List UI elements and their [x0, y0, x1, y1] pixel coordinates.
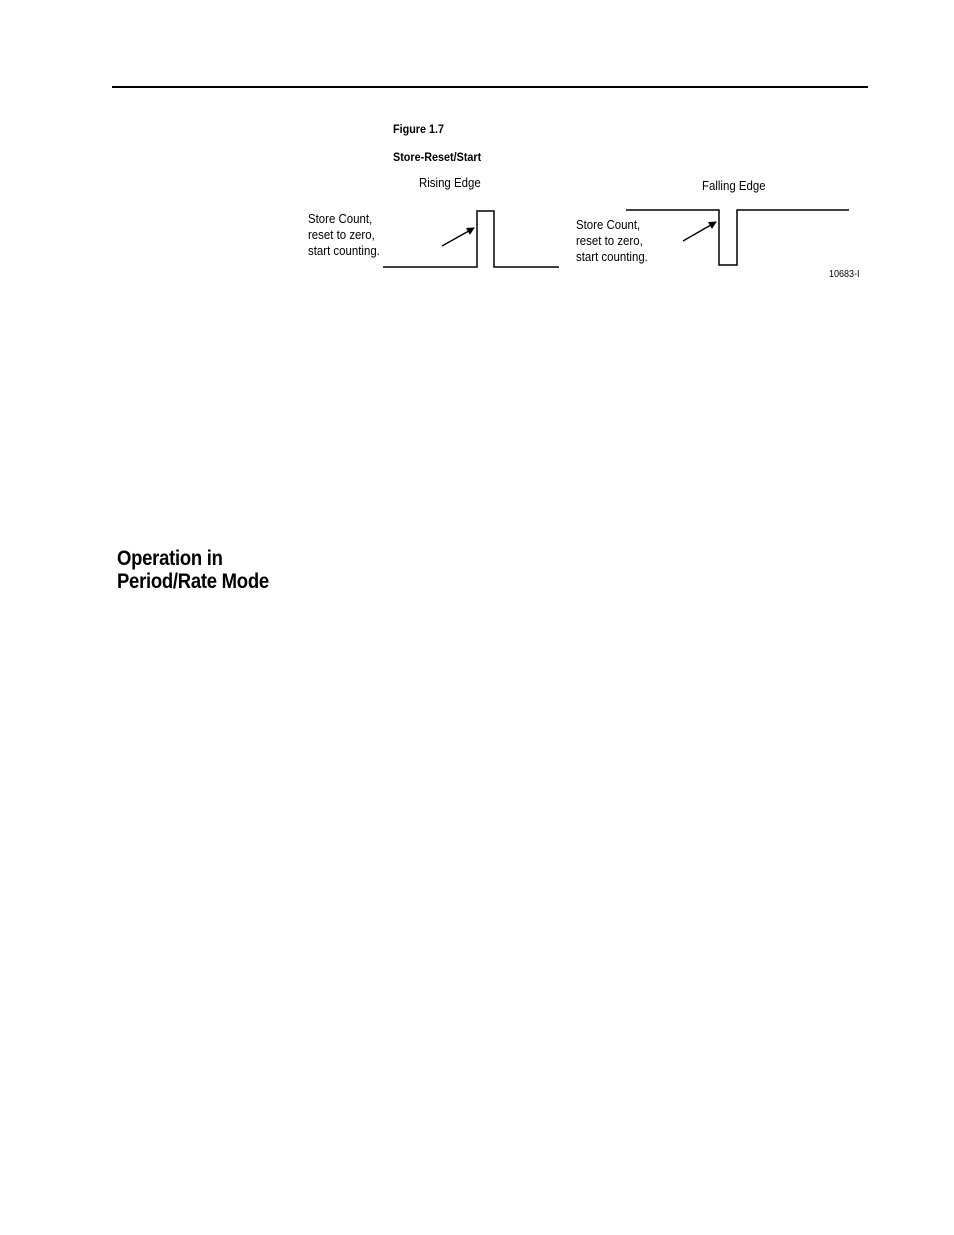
rising-edge-arrow [442, 228, 474, 246]
figure-number: Figure 1.7 [393, 122, 445, 136]
store-reset-start-diagram [0, 0, 954, 300]
falling-edge-arrow [683, 222, 716, 241]
rising-edge-annotation: Store Count, reset to zero, start counting. [308, 211, 380, 258]
falling-edge-heading: Falling Edge [702, 178, 766, 193]
figure-id: 10683-I [829, 269, 860, 280]
figure-title: Store-Reset/Start [393, 150, 482, 164]
falling-edge-annotation: Store Count, reset to zero, start counting. [576, 217, 648, 264]
rising-edge-waveform [383, 211, 559, 267]
falling-edge-waveform [626, 210, 849, 265]
rising-edge-heading: Rising Edge [419, 175, 481, 190]
section-heading: Operation in Period/Rate Mode [117, 547, 269, 593]
